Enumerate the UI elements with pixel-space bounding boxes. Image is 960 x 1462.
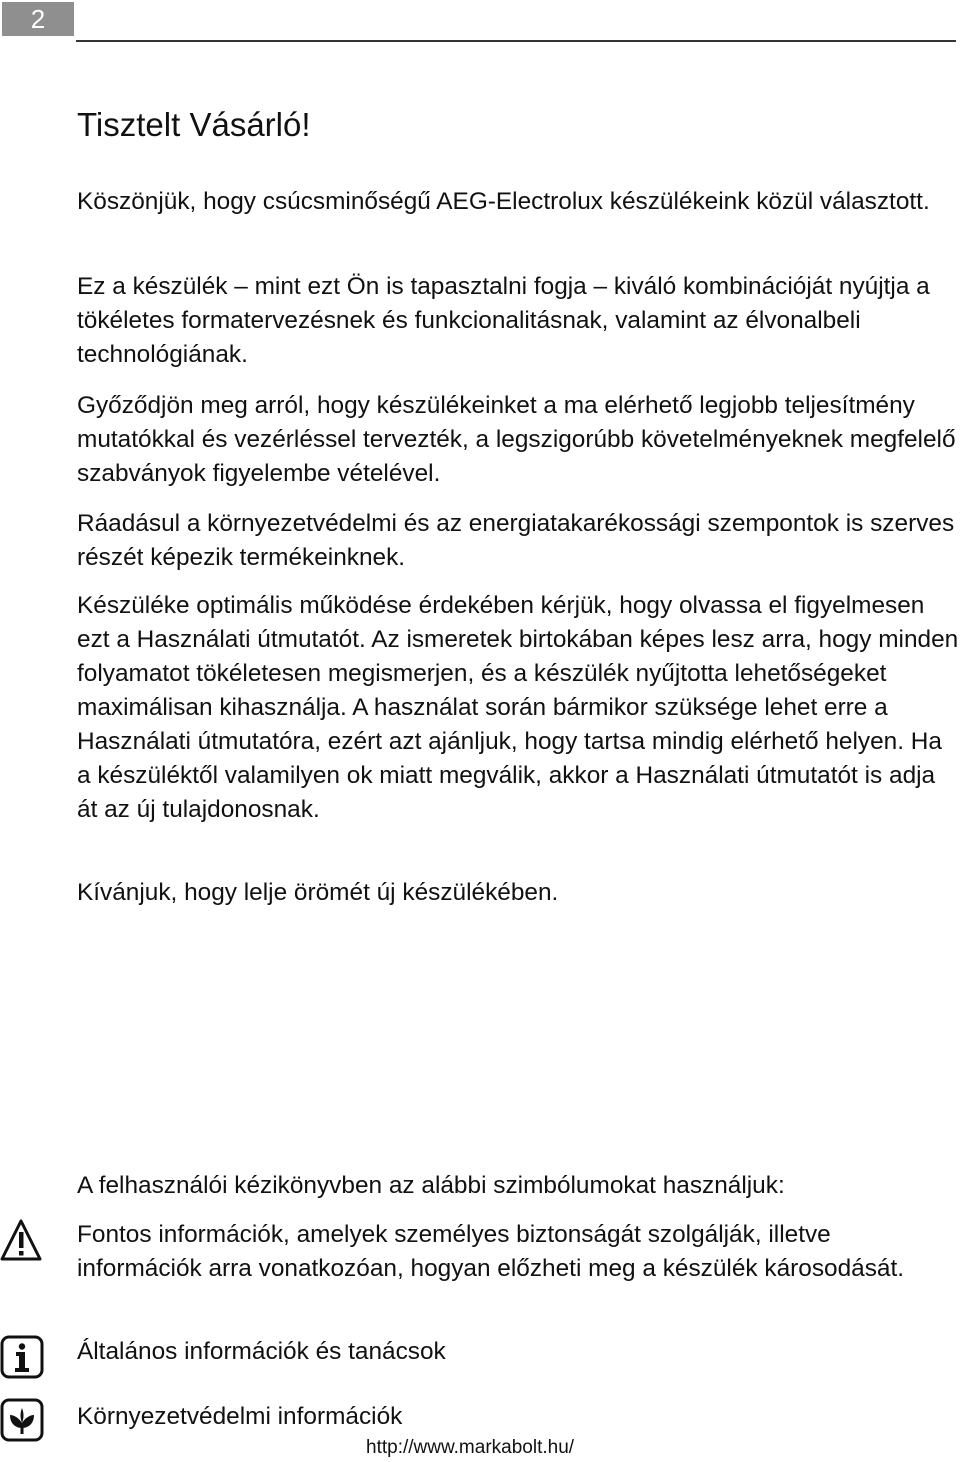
paragraph-text: Kívánjuk, hogy lelje örömét új készülékében. — [77, 879, 559, 906]
symbol-text: Környezetvédelmi információk — [77, 1403, 403, 1430]
warning-triangle-icon — [0, 1218, 42, 1262]
symbols-intro: A felhasználói kézikönyvben az alábbi szimbólumokat használjuk: — [77, 1172, 785, 1199]
page-number: 2 — [2, 2, 74, 36]
info-icon — [0, 1335, 44, 1379]
paragraph-text: Ez a készülék – mint ezt Ön is tapasztalni fogja – kiváló kombinációját nyújtja a tökéletes formatervezésnek és funkcionalitásnak, valamint az élvonalbeli technológiának. — [77, 273, 930, 368]
footer-url: http://www.markabolt.hu/ — [366, 1437, 575, 1458]
letter-paragraph-2 — [77, 270, 960, 372]
letter-title: Tisztelt Vásárló! — [77, 106, 311, 143]
header-rule — [76, 40, 956, 42]
letter-paragraph-4 — [77, 507, 960, 575]
paragraph-text: Győződjön meg arról, hogy készülékeinket a ma elérhető legjobb teljesítmény mutatókkal és vezérléssel tervezték, a legszigorúbb követelményeknek megfelelő szabványok figyelembe vételével. — [77, 392, 956, 487]
paragraph-text: Köszönjük, hogy csúcsminőségű AEG-Electrolux készülékeink közül választott. — [77, 188, 930, 215]
paragraph-text: Készüléke optimális működése érdekében kérjük, hogy olvassa el figyelmesen ezt a Használati útmutatót. Az ismeretek birtokában képes lesz arra, hogy minden folyamatot tökéletesen megismerjen, és a készülék nyűjtotta lehetőségeket maximálisan kihasználja. A használat során bármikor szüksége lehet erre a Használati útmutatóra, ezért azt ajánljuk, hogy tartsa mindig elérhető helyen. Ha a készüléktől valamilyen ok miatt megválik, akkor a Használati útmutatót is adja át az új tulajdonosnak. — [77, 592, 959, 823]
letter-paragraph-3 — [77, 389, 960, 491]
symbol-text: Fontos információk, amelyek személyes biztonságát szolgálják, illetve információk arra vonatkozóan, hogyan előzheti meg a készülék károsodását. — [77, 1221, 905, 1282]
letter-paragraph-6 — [77, 876, 960, 910]
symbol-text: Általános információk és tanácsok — [77, 1338, 446, 1365]
paragraph-text: Ráadásul a környezetvédelmi és az energiatakarékossági szempontok is szerves részét képezik termékeinknek. — [77, 510, 955, 571]
letter-paragraph-1 — [77, 185, 960, 219]
environment-leaf-icon — [0, 1398, 44, 1442]
letter-paragraph-5 — [77, 589, 960, 827]
